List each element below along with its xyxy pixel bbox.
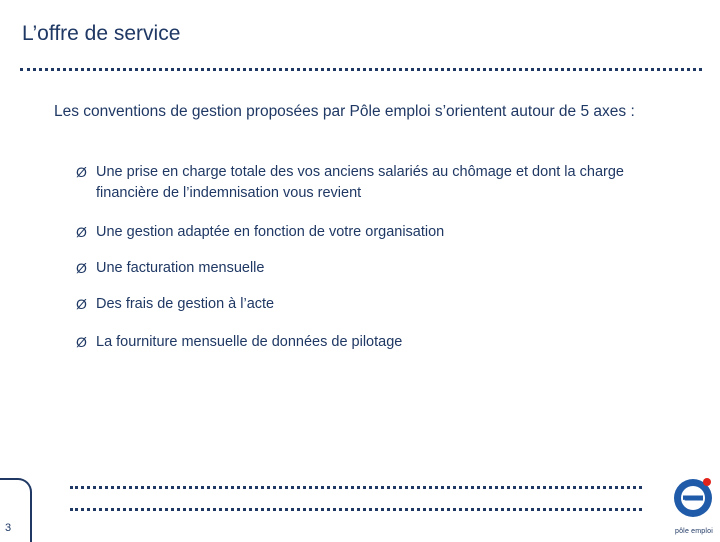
list-item-text: Une gestion adaptée en fonction de votre organisation	[96, 224, 445, 240]
list-item	[76, 332, 402, 353]
list-item	[76, 258, 264, 279]
page-number: 3	[5, 522, 12, 534]
intro-paragraph: Les conventions de gestion proposées par Pôle emploi s’orientent autour de 5 axes :	[54, 103, 635, 120]
list-item-text: Une prise en charge totale des vos anciens salariés au chômage et dont la charge financière de l’indemnisation vous revient	[96, 164, 624, 201]
footer-divider-bottom	[70, 508, 642, 511]
list-item	[76, 222, 444, 243]
list-item	[76, 162, 656, 204]
arrow-bullet-icon: Ø	[76, 224, 87, 240]
footer-divider-top	[70, 486, 642, 489]
pole-emploi-logo-icon	[672, 474, 714, 530]
arrow-bullet-icon: Ø	[76, 296, 87, 312]
logo-wordmark: pôle emploi	[675, 528, 713, 535]
list-item	[76, 294, 274, 315]
arrow-bullet-icon: Ø	[76, 334, 87, 350]
arrow-bullet-icon: Ø	[76, 260, 87, 276]
list-item-text: Des frais de gestion à l’acte	[96, 296, 275, 312]
list-item-text: Une facturation mensuelle	[96, 260, 265, 276]
list-item-text: La fourniture mensuelle de données de pilotage	[96, 334, 403, 350]
title-divider	[20, 68, 702, 71]
arrow-bullet-icon: Ø	[76, 164, 87, 180]
slide-title: L’offre de service	[22, 22, 181, 45]
